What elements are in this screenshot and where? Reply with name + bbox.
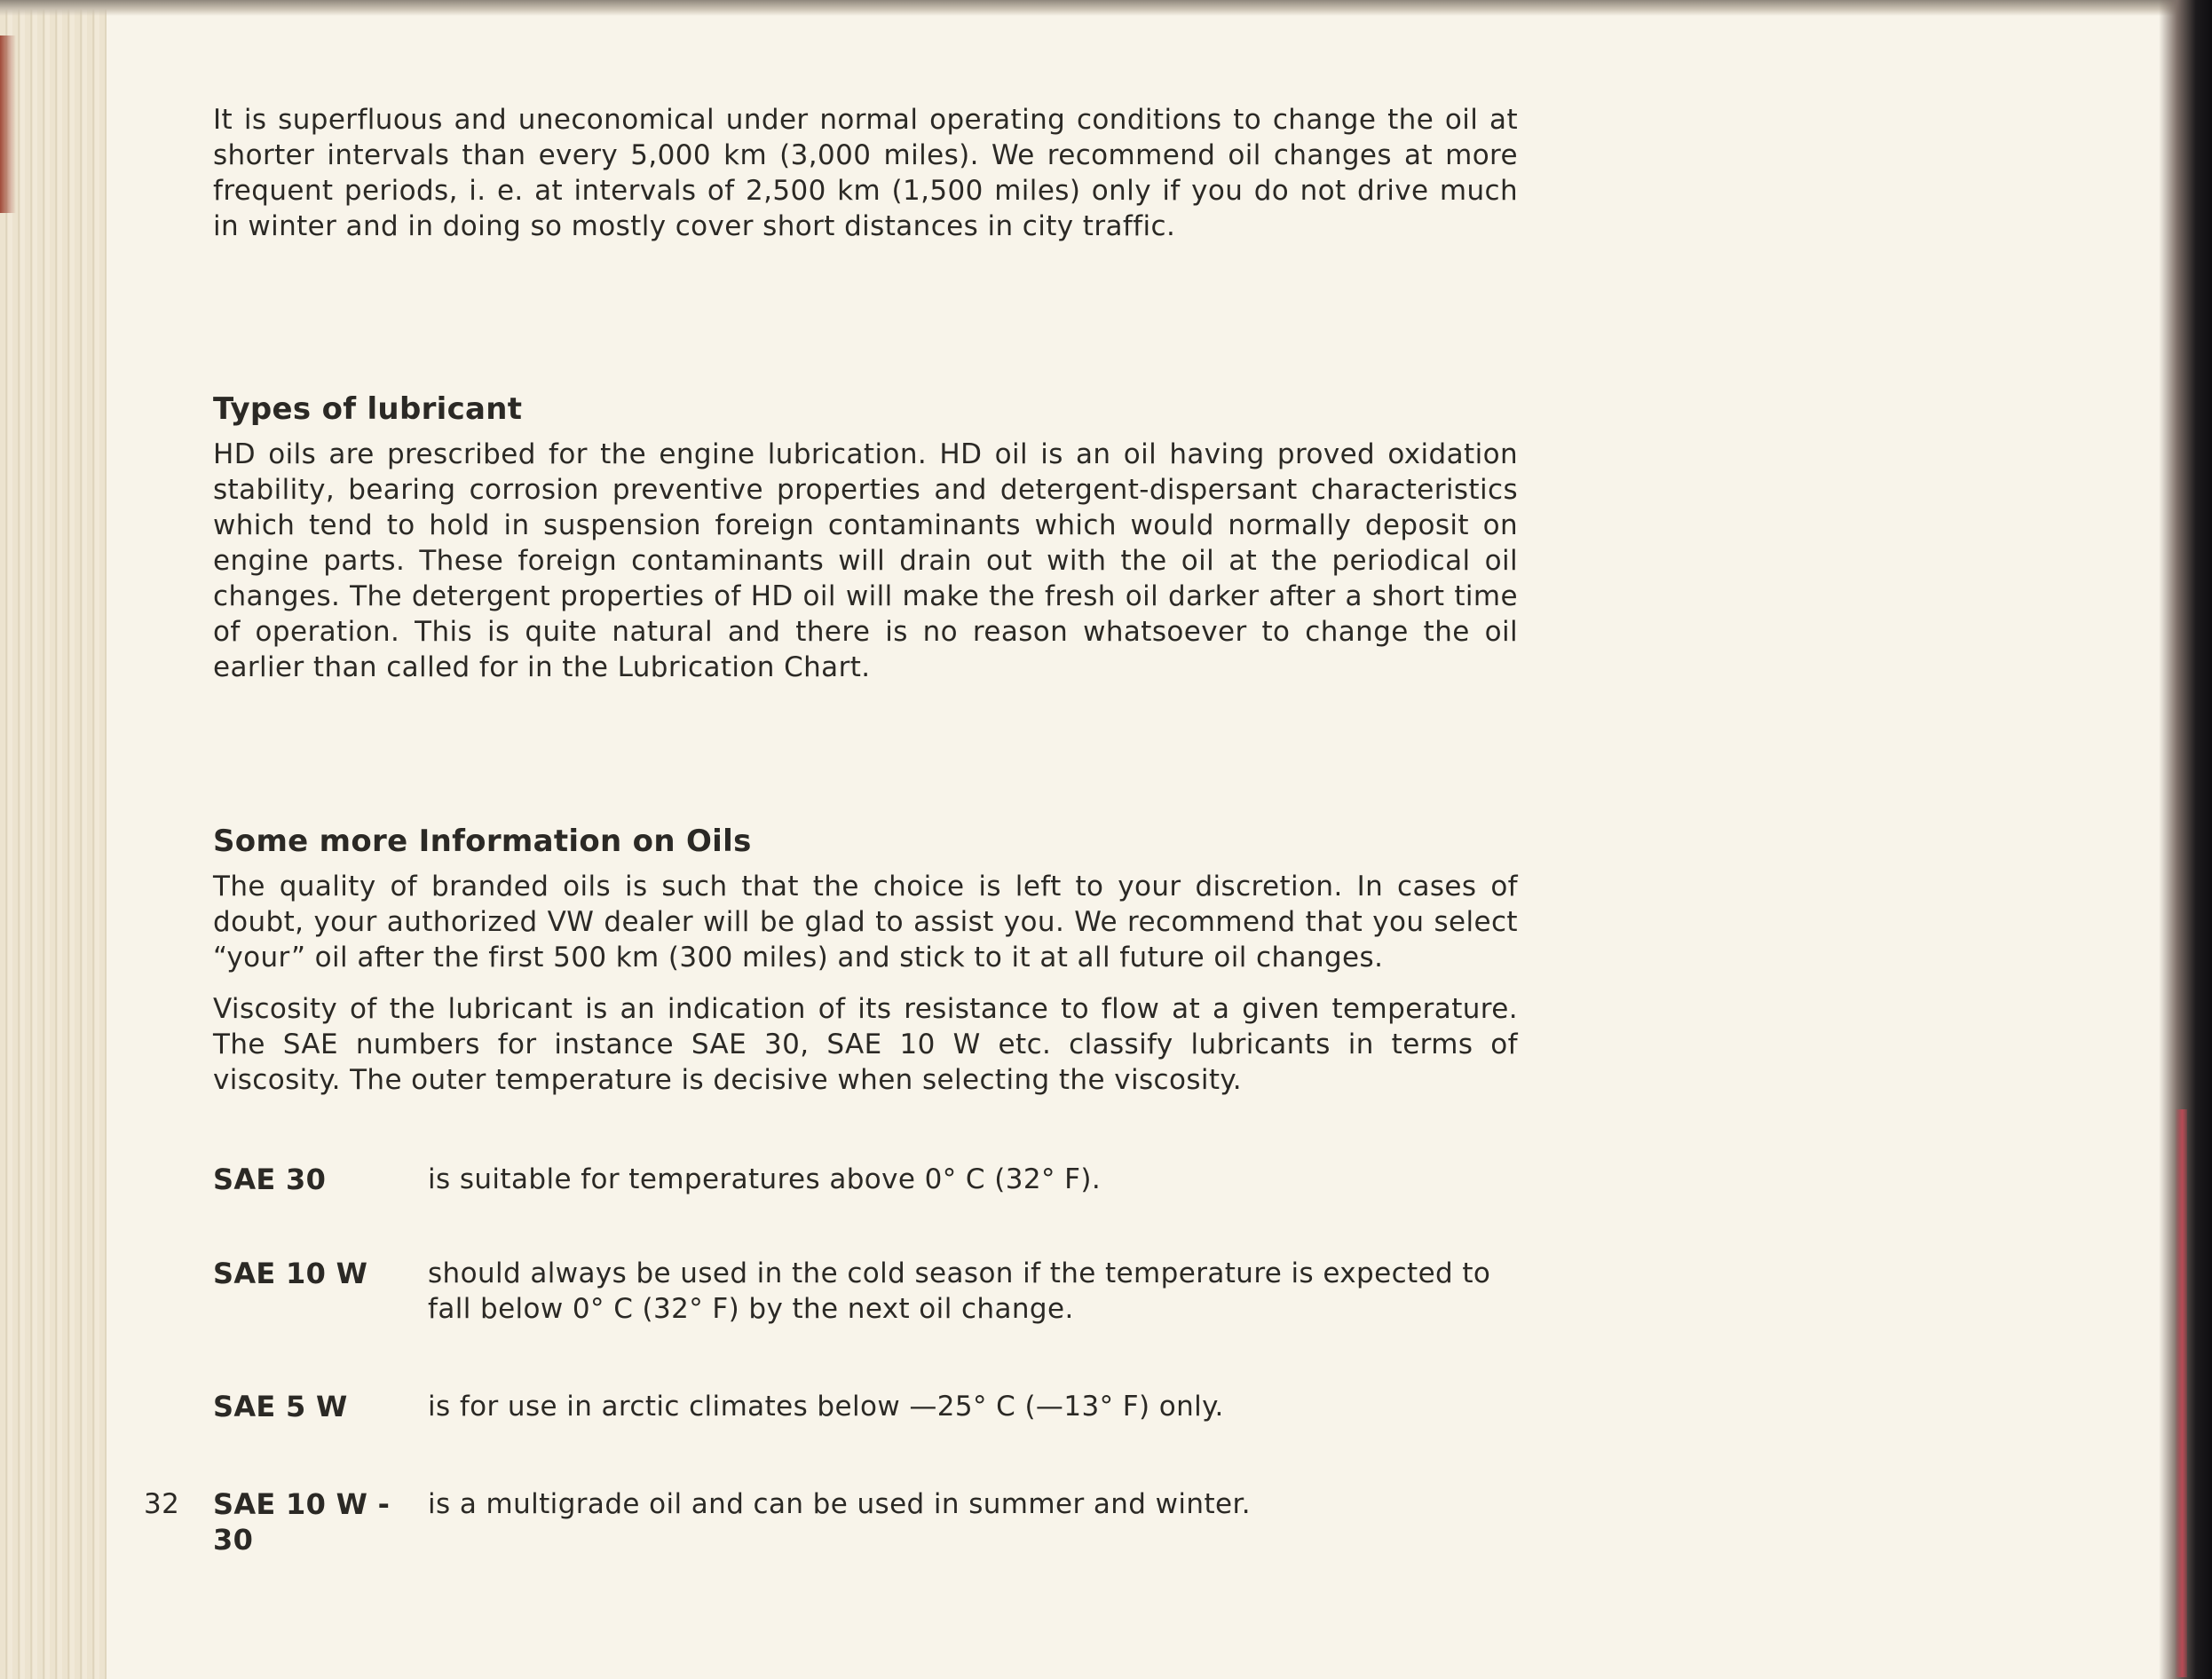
sae-grade-description: is a multigrade oil and can be used in summer and winter. [428,1488,1252,1520]
viscosity-paragraph: Viscosity of the lubricant is an indication of its resistance to flow at a given temperature. The SAE numbers for instance SAE 30, SAE 10 W etc. classify lubricants in terms of viscosity. The outer temperature is decisive when selecting the viscosity. [213,993,1518,1096]
sae-grade-row [213,1389,1518,1424]
right-edge-tint [2175,1109,2187,1677]
sae-grade-label: SAE 30 [213,1163,327,1196]
heading-types-of-lubricant: Types of lubricant [213,391,523,427]
page-number: 32 [144,1488,180,1520]
oil-quality-paragraph: The quality of branded oils is such that the choice is left to your discretion. In cases of doubt, your authorized VW dealer will be glad to assist you. We recommend that you select “your” oil after the first 500 km (300 miles) and stick to it at all future oil changes. [213,871,1518,974]
sae-grade-description: should always be used in the cold season if the temperature is expected to fall below 0° C (32° F) by the next oil change. [428,1257,1491,1325]
types-of-lubricant-paragraph: HD oils are prescribed for the engine lubrication. HD oil is an oil having proved oxidation stability, bearing corrosion preventive properties and detergent-dispersant characteristics which tend to hold in suspension foreign contaminants which would normally deposit on engine parts. These foreign contaminants will drain out with the oil at the periodical oil changes. The detergent properties of HD oil will make the fresh oil darker after a short time of operation. This is quite natural and there is no reason whatsoever to change the oil earlier than called for in the Lubrication Chart. [213,438,1518,683]
sae-grade-label: SAE 5 W [213,1390,348,1423]
intro-paragraph: It is superfluous and uneconomical under normal operating conditions to change the oil at shorter intervals than every 5,000 km (3,000 miles). We recommend oil changes at more frequent periods, i. e. at intervals of 2,500 km (1,500 miles) only if you do not drive much in winter and in doing so mostly cover short distances in city traffic. [213,104,1518,242]
sae-grade-label: SAE 10 W - 30 [213,1487,391,1557]
sae-grade-row [213,1256,1518,1327]
heading-more-information-on-oils: Some more Information on Oils [213,824,752,859]
page-content [144,102,1518,1557]
top-shadow [0,0,2212,16]
sae-grade-row [213,1162,1518,1197]
book-spine-edge [0,0,107,1679]
spine-stain [0,35,16,213]
sae-grade-description: is for use in arctic climates below —25° C (—13° F) only. [428,1391,1224,1423]
sae-grade-label: SAE 10 W [213,1257,368,1290]
sae-grade-row [144,1486,1518,1557]
sae-grade-description: is suitable for temperatures above 0° C (32° F). [428,1163,1102,1195]
